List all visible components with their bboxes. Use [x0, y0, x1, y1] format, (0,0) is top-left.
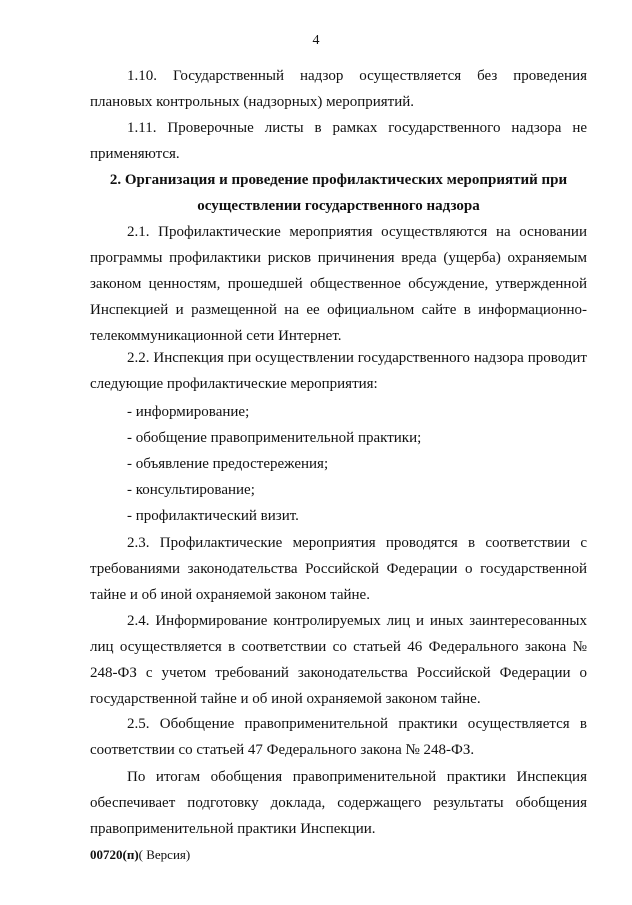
document-code: 00720(п): [90, 847, 139, 862]
measure-item-4: - консультирование;: [127, 482, 255, 498]
measure-item-5: - профилактический визит.: [127, 508, 299, 524]
document-footer: [90, 847, 190, 863]
paragraph-2-1: 2.1. Профилактические мероприятия осуществляются на основании программы профилактики рисков причинения вреда (ущерба) охраняемым законом ценностям, прошедшей общественное обсуждение, утвержденной Инспекцией и размещенной на ее официальном сайте в информационно-телекоммуникационной сети Интернет.: [90, 224, 587, 344]
measure-item-3: - объявление предостережения;: [127, 456, 329, 472]
paragraph-1-11: 1.11. Проверочные листы в рамках государственного надзора не применяются.: [90, 120, 587, 162]
page-number: 4: [312, 33, 320, 48]
paragraph-2-3: 2.3. Профилактические мероприятия проводятся в соответствии с требованиями законодательства Российской Федерации о государственной тайне и об иной охраняемой законом тайне.: [90, 535, 587, 603]
paragraph-2-4: 2.4. Информирование контролируемых лиц и иных заинтересованных лиц осуществляется в соответствии со статьей 46 Федерального закона № 248-ФЗ с учетом требований законодательства Российской Федерации о государственной тайне и об иной охраняемой законом тайне.: [90, 613, 587, 707]
paragraph-2-5: 2.5. Обобщение правоприменительной практики осуществляется в соответствии со статьей 47 Федерального закона № 248-ФЗ.: [90, 716, 587, 758]
measure-item-1: - информирование;: [127, 404, 250, 420]
paragraph-2-2: 2.2. Инспекция при осуществлении государственного надзора проводит следующие профилактические мероприятия:: [90, 350, 587, 392]
section-2-heading-line-1: 2. Организация и проведение профилактических мероприятий при: [109, 172, 568, 188]
section-2-heading-line-2: осуществлении государственного надзора: [197, 198, 480, 214]
paragraph-1-10: 1.10. Государственный надзор осуществляется без проведения плановых контрольных (надзорных) мероприятий.: [90, 68, 587, 110]
document-version: ( Версия): [138, 847, 191, 862]
paragraph-results: По итогам обобщения правоприменительной практики Инспекция обеспечивает подготовку доклада, содержащего результаты обобщения правоприменительной практики Инспекции.: [90, 769, 587, 837]
measure-item-2: - обобщение правоприменительной практики;: [127, 430, 422, 446]
